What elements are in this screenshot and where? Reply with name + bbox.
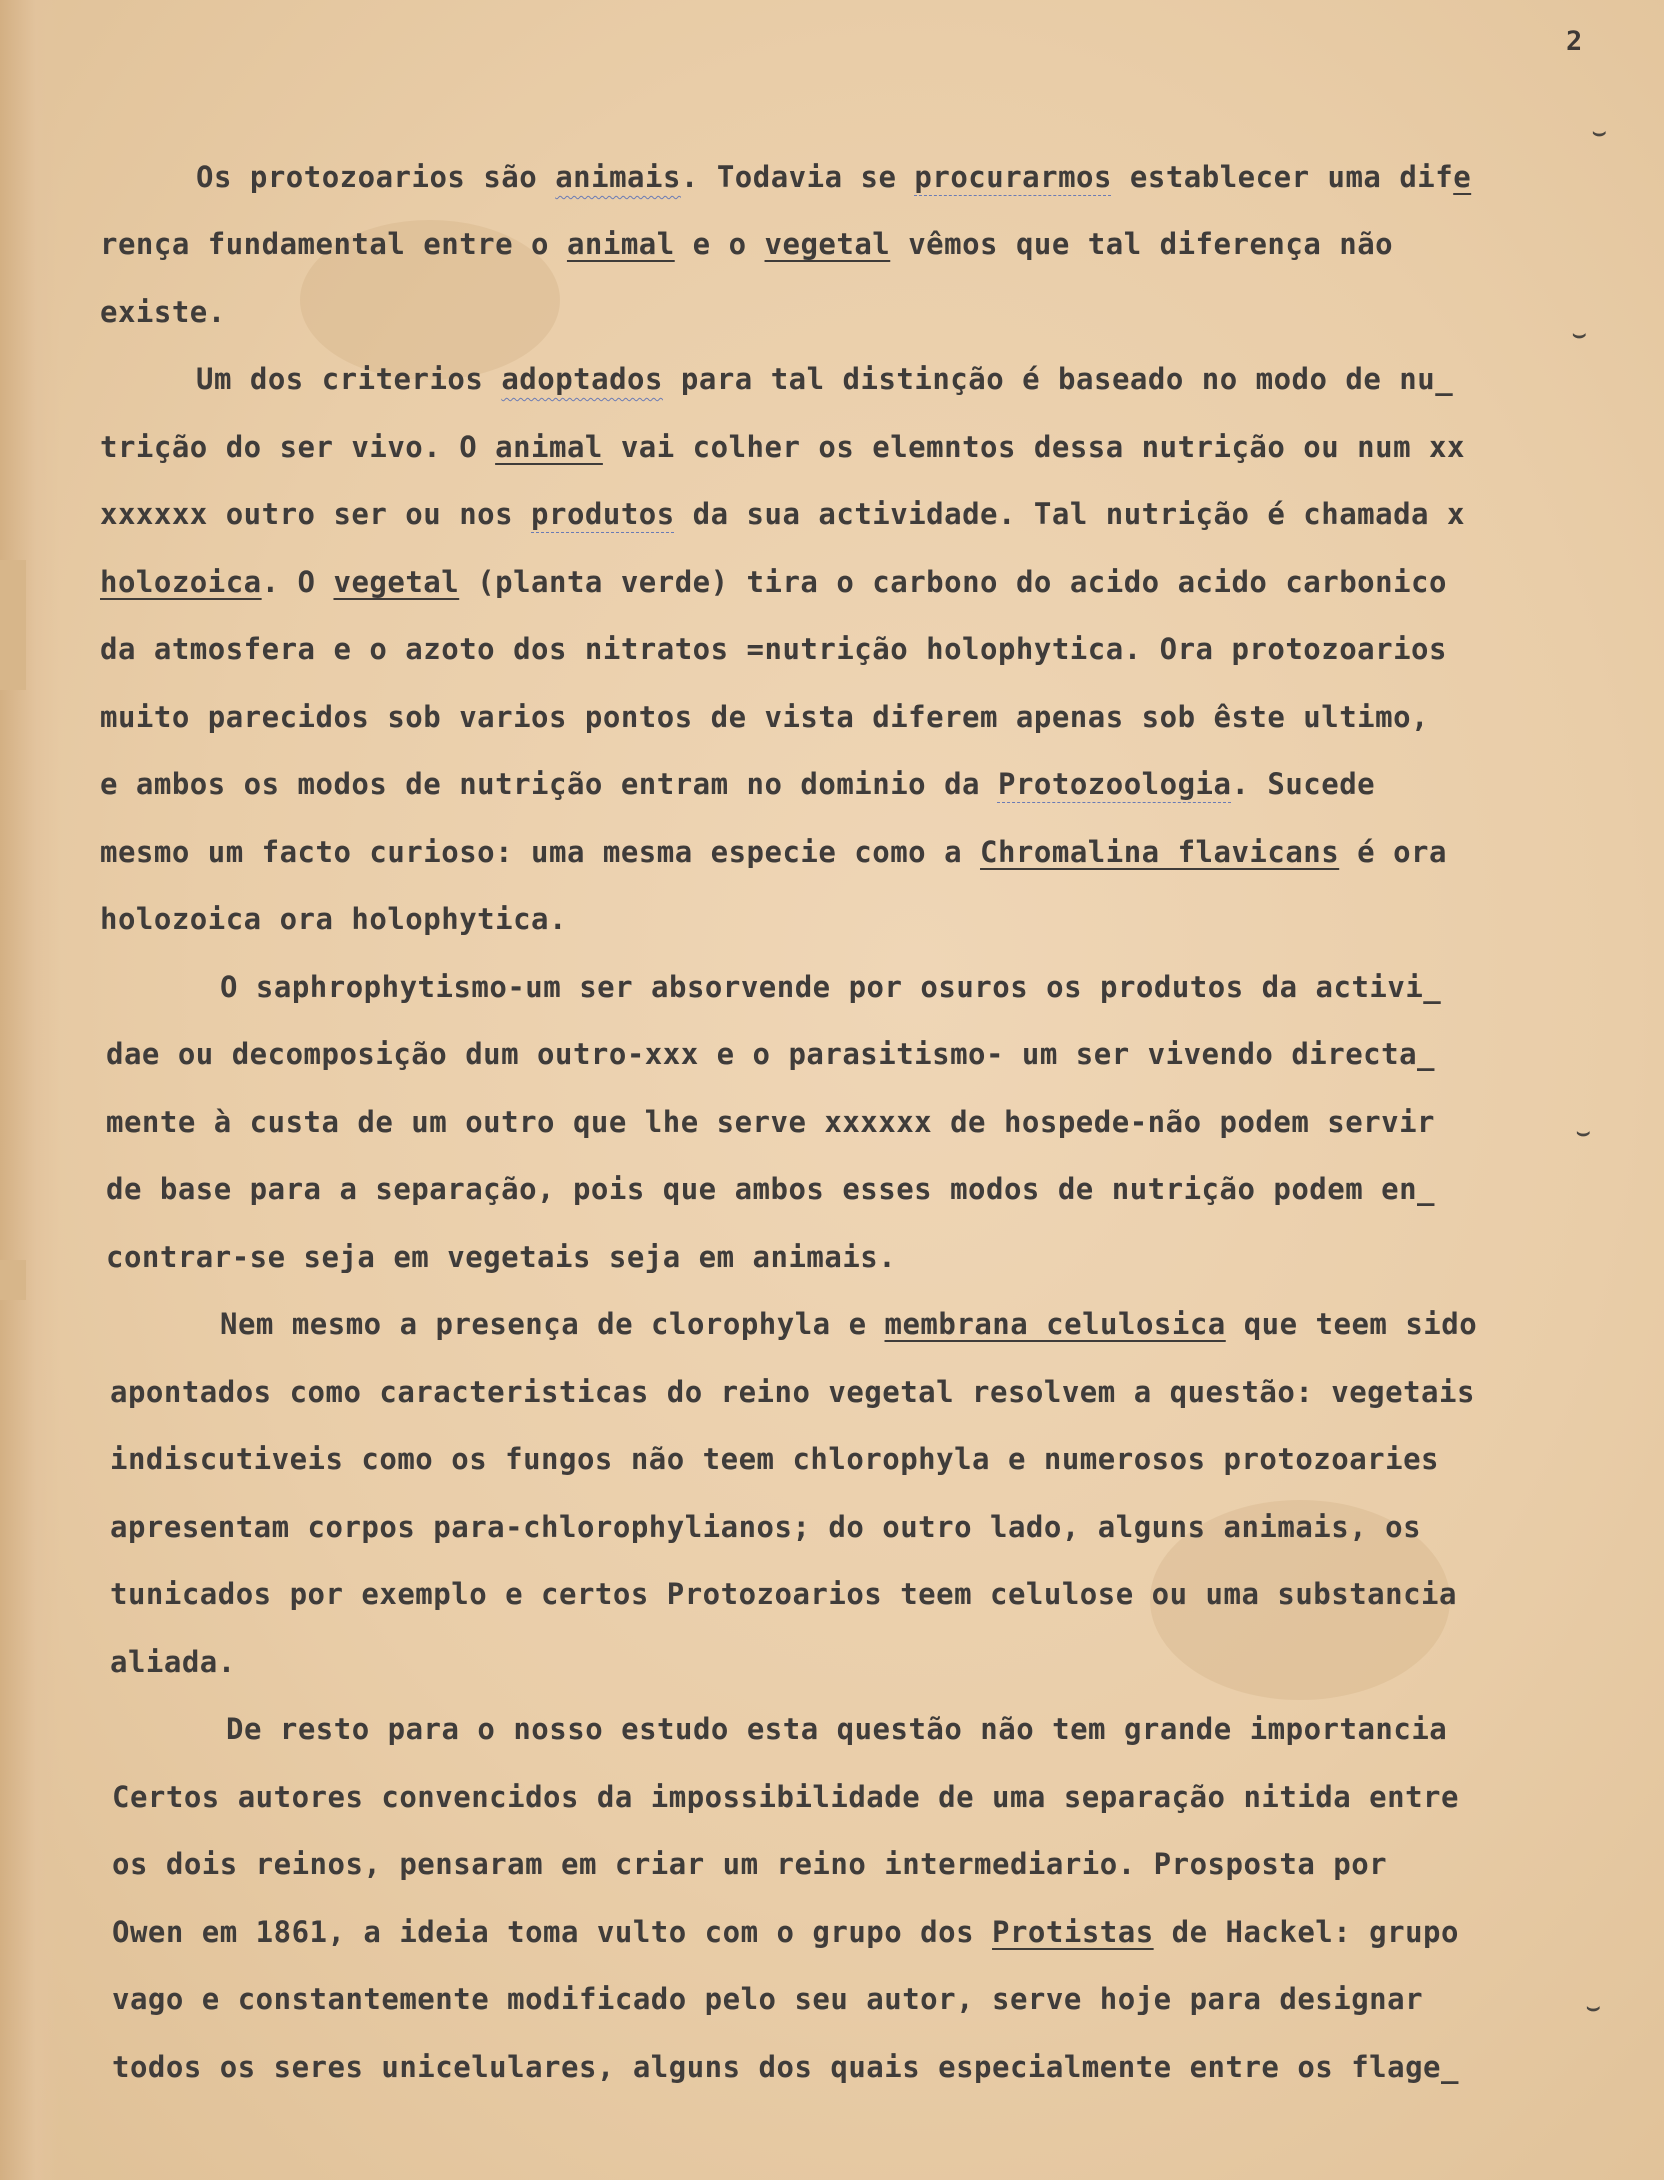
text-line: Os protozoarios são animais. Todavia se procurarmos establecer uma dife	[196, 160, 1472, 194]
text-line: Um dos criterios adoptados para tal distinção é baseado no modo de nu_	[196, 362, 1454, 396]
text-line: aliada.	[110, 1645, 236, 1679]
text-line: Certos autores convencidos da impossibilidade de uma separação nitida entre	[112, 1780, 1459, 1814]
text-line: mente à custa de um outro que lhe serve xxxxxx de hospede-não podem servir	[106, 1105, 1436, 1139]
text-line: apontados como caracteristicas do reino vegetal resolvem a questão: vegetais	[110, 1375, 1475, 1409]
text-line: todos os seres unicelulares, alguns dos quais especialmente entre os flage_	[112, 2050, 1459, 2084]
text-line: existe.	[100, 295, 226, 329]
text-line: da atmosfera e o azoto dos nitratos =nutrição holophytica. Ora protozoarios	[100, 632, 1447, 666]
text-line: holozoica. O vegetal (planta verde) tira o carbono do acido acido carbonico	[100, 565, 1447, 599]
page-number: 2	[1566, 26, 1583, 57]
torn-edge	[0, 1260, 26, 1300]
text-line: os dois reinos, pensaram em criar um reino intermediario. Prosposta por	[112, 1847, 1388, 1881]
text-line: holozoica ora holophytica.	[100, 902, 567, 936]
text-line: trição do ser vivo. O animal vai colher os elemntos dessa nutrição ou num xx	[100, 430, 1465, 464]
text-line: xxxxxx outro ser ou nos produtos da sua actividade. Tal nutrição é chamada x	[100, 497, 1465, 531]
text-line: O saphrophytismo-um ser absorvende por osuros os produtos da activi_	[220, 970, 1442, 1004]
text-line: rença fundamental entre o animal e o vegetal vêmos que tal diferença não	[100, 227, 1394, 261]
page-edge-shading	[0, 0, 60, 2180]
text-line: vago e constantemente modificado pelo seu autor, serve hoje para designar	[112, 1982, 1424, 2016]
text-line: dae ou decomposição dum outro-xxx e o parasitismo- um ser vivendo directa_	[106, 1037, 1436, 1071]
text-line: muito parecidos sob varios pontos de vista diferem apenas sob êste ultimo,	[100, 700, 1430, 734]
text-line: Nem mesmo a presença de clorophyla e membrana celulosica que teem sido	[220, 1307, 1478, 1341]
text-line: apresentam corpos para-chlorophylianos; do outro lado, alguns animais, os	[110, 1510, 1422, 1544]
text-line: de base para a separação, pois que ambos esses modos de nutrição podem en_	[106, 1172, 1436, 1206]
text-line: tunicados por exemplo e certos Protozoarios teem celulose ou uma substancia	[110, 1577, 1457, 1611]
text-line: e ambos os modos de nutrição entram no dominio da Protozoologia. Sucede	[100, 767, 1376, 801]
text-line: Owen em 1861, a ideia toma vulto com o grupo dos Protistas de Hackel: grupo	[112, 1915, 1459, 1949]
correction-mark: ⌣	[1572, 322, 1587, 347]
text-line: contrar-se seja em vegetais seja em animais.	[106, 1240, 897, 1274]
text-line: De resto para o nosso estudo esta questão não tem grande importancia	[226, 1712, 1448, 1746]
torn-edge	[0, 560, 26, 690]
correction-mark: ⌣	[1586, 1995, 1601, 2020]
correction-mark: ⌣	[1576, 1120, 1591, 1145]
text-line: mesmo um facto curioso: uma mesma especie como a Chromalina flavicans é ora	[100, 835, 1447, 869]
text-line: indiscutiveis como os fungos não teem chlorophyla e numerosos protozoaries	[110, 1442, 1440, 1476]
correction-mark: ⌣	[1592, 120, 1607, 145]
